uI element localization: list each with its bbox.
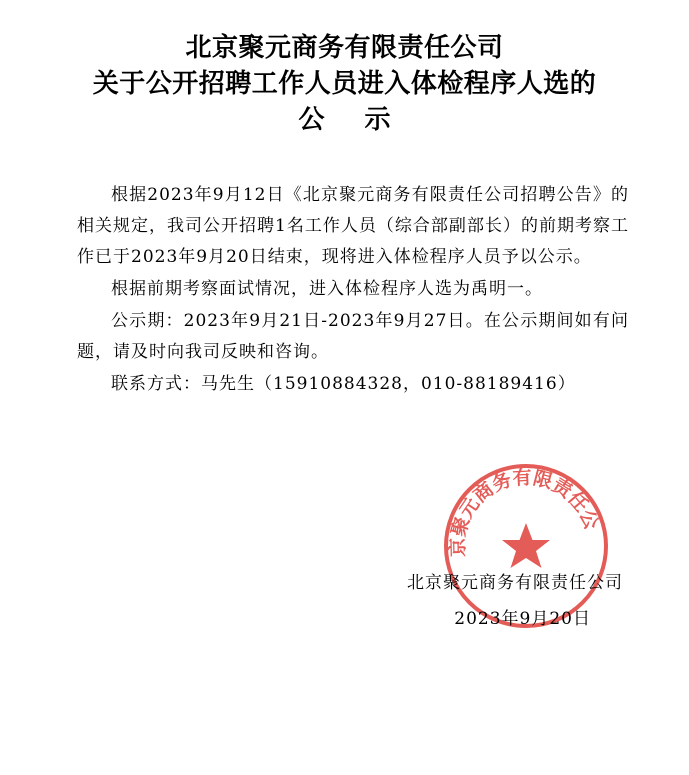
title-line-3: 公示 — [298, 105, 431, 135]
title-line-1: 北京聚元商务有限责任公司 — [185, 33, 504, 63]
paragraph-announcement: 根据2023年9月12日《北京聚元商务有限责任公司招聘公告》的相关规定，我司公开招聘1名工作人员（综合部副部长）的前期考察工作已于2023年9月20日结束，现将进入体检程序人员予以公示。 — [77, 185, 629, 267]
signature-date: 2023年9月20日 — [454, 609, 591, 629]
paragraph-candidate: 根据前期考察面试情况，进入体检程序人选为禹明一。 — [111, 279, 543, 299]
signature-company: 北京聚元商务有限责任公司 — [407, 573, 623, 593]
paragraph-period: 公示期：2023年9月21日-2023年9月27日。在公示期间如有问题，请及时向我司反映和咨询。 — [77, 311, 629, 362]
title-line-2: 关于公开招聘工作人员进入体检程序人选的 — [92, 69, 597, 99]
signature-block — [407, 565, 623, 637]
paragraph-contact: 联系方式：马先生（15910884328，010-88189416） — [111, 374, 576, 394]
document-body — [77, 180, 629, 401]
svg-text:北京聚元商务有限责任公司: 北京聚元商务有限责任公司 — [446, 466, 603, 558]
document-title — [0, 30, 689, 138]
